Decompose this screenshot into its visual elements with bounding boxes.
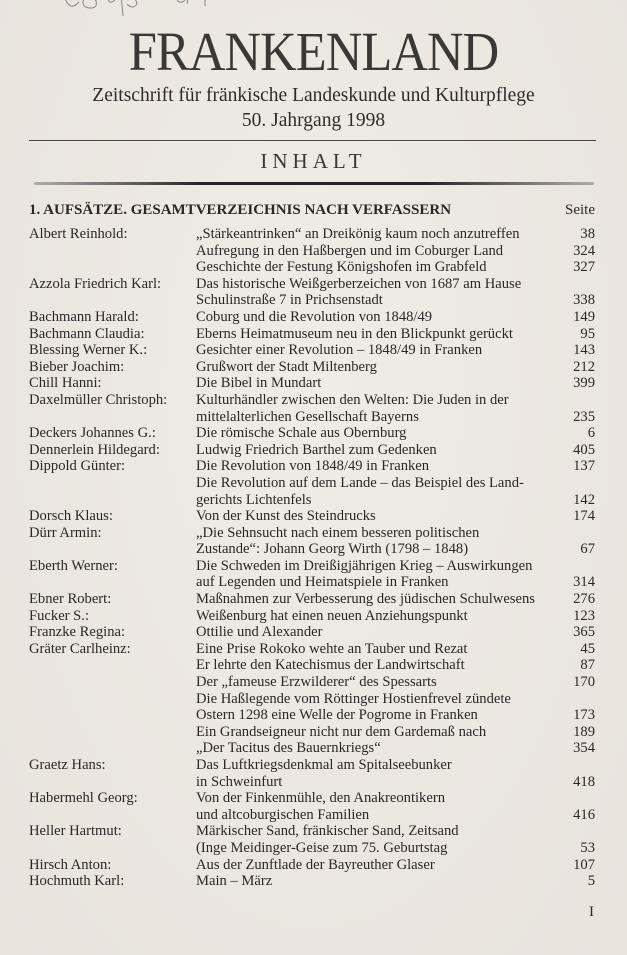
- page-number: 174: [573, 508, 595, 525]
- table-of-contents: [0, 226, 627, 890]
- toc-row: [0, 873, 627, 890]
- page-number: 142: [573, 491, 595, 508]
- author-name: Graetz Hans:: [29, 757, 106, 773]
- page-number: 149: [573, 308, 595, 325]
- author-name: Heller Hartmut:: [29, 823, 122, 840]
- author-name: Dennerlein Hildegard:: [29, 441, 160, 458]
- article-title: mittelalterlichen Gesellschaft Bayerns: [196, 408, 419, 425]
- article-title: Die römische Schale aus Obernburg: [196, 425, 407, 442]
- article-title: Ein Grandseigneur nicht nur dem Gardemaß nach: [196, 723, 487, 740]
- toc-row: [0, 409, 627, 426]
- article-title: Das Luftkriegsdenkmal am Spitalseebunker: [196, 757, 452, 773]
- article-title: Aus der Zunftlade der Bayreuther Glaser: [196, 856, 435, 873]
- article-title: Geschichte der Festung Königshofen im Grabfeld: [196, 259, 487, 276]
- toc-row: [0, 724, 627, 741]
- page-column-label: Seite: [565, 202, 595, 218]
- author-name: Chill Hanni:: [29, 375, 102, 392]
- toc-row: [0, 790, 627, 807]
- article-title: „Die Sehnsucht nach einem besseren politischen: [196, 524, 480, 541]
- toc-row: [0, 857, 627, 874]
- toc-row: [0, 425, 627, 442]
- page-number: 212: [573, 358, 595, 375]
- toc-row: [0, 757, 627, 774]
- author-name: Dippold Günter:: [29, 458, 126, 475]
- author-name: Daxelmüller Christoph:: [29, 391, 168, 408]
- page-number: 95: [580, 325, 595, 342]
- author-name: Franzke Regina:: [29, 624, 126, 641]
- toc-row: [0, 375, 627, 392]
- toc-row: [0, 807, 627, 824]
- page-folio: I: [589, 904, 594, 920]
- toc-row: [0, 458, 627, 475]
- page-number: 67: [580, 541, 595, 558]
- toc-row: [0, 243, 627, 260]
- toc-row: [0, 823, 627, 840]
- page-number: 5: [587, 873, 595, 890]
- toc-row: [0, 259, 627, 276]
- author-name: Ebner Robert:: [29, 591, 112, 608]
- article-title: Aufregung in den Haßbergen und im Coburger Land: [196, 242, 504, 259]
- article-title: Eine Prise Rokoko wehte an Tauber und Rezat: [196, 640, 468, 657]
- page-number: 38: [580, 226, 595, 242]
- article-title: „Stärkeantrinken“ an Dreikönig kaum noch anzutreffen: [196, 226, 520, 242]
- article-title: Kulturhändler zwischen den Welten: Die Juden in der: [196, 391, 509, 408]
- toc-row: [0, 840, 627, 857]
- page-number: 324: [573, 242, 595, 259]
- page-number: 327: [573, 259, 595, 276]
- author-name: Hirsch Anton:: [29, 856, 112, 873]
- author-name: Dorsch Klaus:: [29, 508, 113, 525]
- toc-row: [0, 657, 627, 674]
- toc-row: [0, 342, 627, 359]
- article-title: „Der Tacitus des Bauernkriegs“: [196, 740, 381, 757]
- toc-row: [0, 392, 627, 409]
- toc-row: [0, 525, 627, 542]
- section-heading: 1. AUFSÄTZE. GESAMTVERZEICHNIS NACH VERFASSERN: [29, 202, 452, 218]
- divider-bold: [34, 182, 594, 185]
- page-number: 235: [573, 408, 595, 425]
- article-title: Die Schweden im Dreißigjährigen Krieg – Auswirkungen: [196, 557, 533, 574]
- toc-row: [0, 541, 627, 558]
- toc-row: [0, 558, 627, 575]
- author-name: Dürr Armin:: [29, 524, 102, 541]
- toc-row: [0, 292, 627, 309]
- author-name: Gräter Carlheinz:: [29, 640, 131, 657]
- page-number: 418: [573, 773, 595, 790]
- page-number: 416: [573, 806, 595, 823]
- toc-row: [0, 226, 627, 243]
- toc-row: [0, 276, 627, 293]
- page-number: 173: [573, 707, 595, 724]
- page-number: 87: [580, 657, 595, 674]
- page-number: 405: [573, 441, 595, 458]
- article-title: Coburg und die Revolution von 1848/49: [196, 308, 433, 325]
- handwritten-annotation: [55, 0, 295, 20]
- contents-heading: INHALT: [260, 149, 367, 173]
- article-title: Die Bibel in Mundart: [196, 375, 322, 392]
- article-title: Eberns Heimatmuseum neu in den Blickpunkt gerückt: [196, 325, 513, 342]
- journal-subtitle: Zeitschrift für fränkische Landeskunde und Kulturpflege: [92, 85, 535, 106]
- article-title: in Schweinfurt: [196, 773, 283, 790]
- article-title: Die Revolution auf dem Lande – das Beispiel des Land-: [196, 474, 524, 491]
- article-title: Ottilie und Alexander: [196, 624, 323, 641]
- author-name: Blessing Werner K.:: [29, 342, 148, 359]
- page-number: 6: [587, 425, 595, 442]
- article-title: Ludwig Friedrich Barthel zum Gedenken: [196, 441, 437, 458]
- toc-row: [0, 641, 627, 658]
- page-number: 338: [573, 292, 595, 309]
- toc-row: [0, 326, 627, 343]
- article-title: Der „fameuse Erzwilderer“ des Spessarts: [196, 674, 437, 691]
- page-number: 365: [573, 624, 595, 641]
- toc-row: [0, 492, 627, 509]
- toc-row: [0, 574, 627, 591]
- toc-row: [0, 475, 627, 492]
- author-name: Deckers Johannes G.:: [29, 425, 156, 442]
- author-name: Habermehl Georg:: [29, 790, 138, 807]
- page-number: 123: [573, 607, 595, 624]
- toc-row: [0, 309, 627, 326]
- journal-title: FRANKENLAND: [128, 21, 499, 82]
- article-title: Schulinstraße 7 in Prichsenstadt: [196, 292, 383, 309]
- toc-row: [0, 774, 627, 791]
- page-number: 137: [573, 458, 595, 475]
- article-title: Er lehrte den Katechismus der Landwirtschaft: [196, 657, 465, 674]
- page-number: 45: [580, 640, 595, 657]
- toc-row: [0, 359, 627, 376]
- author-name: Hochmuth Karl:: [29, 873, 125, 890]
- article-title: Von der Kunst des Steindrucks: [196, 508, 376, 525]
- toc-row: [0, 674, 627, 691]
- author-name: Albert Reinhold:: [29, 226, 128, 242]
- page-number: 170: [573, 674, 595, 691]
- divider-top: [29, 140, 596, 141]
- page-number: 276: [573, 591, 595, 608]
- toc-row: [0, 691, 627, 708]
- article-title: Das historische Weißgerberzeichen von 1687 am Hause: [196, 275, 522, 292]
- page-number: 189: [573, 723, 595, 740]
- article-title: Main – März: [196, 873, 273, 890]
- article-title: Gesichter einer Revolution – 1848/49 in Franken: [196, 342, 483, 359]
- article-title: Märkischer Sand, fränkischer Sand, Zeitsand: [196, 823, 459, 840]
- author-name: Eberth Werner:: [29, 557, 118, 574]
- page-number: 399: [573, 375, 595, 392]
- page-number: 107: [573, 856, 595, 873]
- page-number: 143: [573, 342, 595, 359]
- page-number: 53: [580, 839, 595, 856]
- article-title: gerichts Lichtenfels: [196, 491, 312, 508]
- toc-row: [0, 442, 627, 459]
- article-title: auf Legenden und Heimatspiele in Franken: [196, 574, 449, 591]
- toc-row: [0, 624, 627, 641]
- page-number: 314: [573, 574, 595, 591]
- article-title: Zustande“: Johann Georg Wirth (1798 – 1848): [196, 541, 469, 558]
- article-title: (Inge Meidinger-Geise zum 75. Geburtstag: [196, 839, 448, 856]
- toc-row: [0, 508, 627, 525]
- toc-row: [0, 740, 627, 757]
- toc-row: [0, 591, 627, 608]
- article-title: Grußwort der Stadt Miltenberg: [196, 358, 377, 375]
- volume-year: 50. Jahrgang 1998: [241, 110, 386, 131]
- author-name: Azzola Friedrich Karl:: [29, 275, 162, 292]
- article-title: Maßnahmen zur Verbesserung des jüdischen Schulwesens: [196, 591, 535, 608]
- toc-row: [0, 707, 627, 724]
- article-title: und altcoburgischen Familien: [196, 806, 370, 823]
- article-title: Weißenburg hat einen neuen Anziehungspunkt: [196, 607, 468, 624]
- author-name: Bieber Joachim:: [29, 358, 125, 375]
- article-title: Die Revolution von 1848/49 in Franken: [196, 458, 430, 475]
- article-title: Die Haßlegende vom Röttinger Hostienfrevel zündete: [196, 690, 511, 707]
- page-number: 354: [573, 740, 595, 757]
- author-name: Bachmann Claudia:: [29, 325, 145, 342]
- author-name: Bachmann Harald:: [29, 308, 139, 325]
- author-name: Fucker S.:: [29, 607, 89, 624]
- article-title: Ostern 1298 eine Welle der Pogrome in Franken: [196, 707, 478, 724]
- article-title: Von der Finkenmühle, den Anakreontikern: [196, 790, 445, 807]
- toc-row: [0, 608, 627, 625]
